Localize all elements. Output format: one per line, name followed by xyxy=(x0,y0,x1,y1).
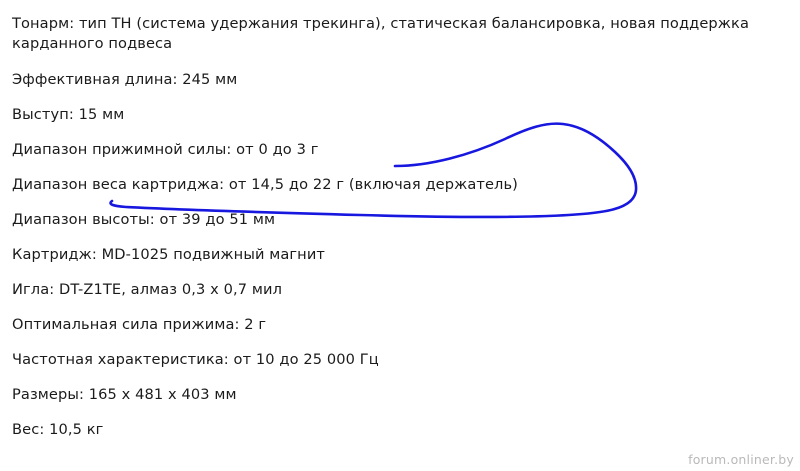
spec-line: Диапазон прижимной силы: от 0 до 3 г xyxy=(12,141,319,158)
spec-line: Картридж: MD-1025 подвижный магнит xyxy=(12,246,326,263)
specification-list xyxy=(12,14,788,440)
watermark: forum.onliner.by xyxy=(688,452,794,467)
spec-line: Игла: DT-Z1TE, алмаз 0,3 x 0,7 мил xyxy=(12,281,282,298)
spec-line: Диапазон веса картриджа: от 14,5 до 22 г (включая держатель) xyxy=(12,176,518,193)
spec-line: Диапазон высоты: от 39 до 51 мм xyxy=(12,211,276,228)
spec-line: Тонарм: тип TH (система удержания трекинга), статическая балансировка, новая поддержка карданного подвеса xyxy=(12,15,749,52)
spec-line: Частотная характеристика: от 10 до 25 000 Гц xyxy=(12,351,379,368)
spec-line: Вес: 10,5 кг xyxy=(12,421,104,438)
spec-line: Размеры: 165 x 481 x 403 мм xyxy=(12,386,237,403)
spec-line: Эффективная длина: 245 мм xyxy=(12,71,238,88)
spec-line: Выступ: 15 мм xyxy=(12,106,125,123)
spec-line: Оптимальная сила прижима: 2 г xyxy=(12,316,267,333)
